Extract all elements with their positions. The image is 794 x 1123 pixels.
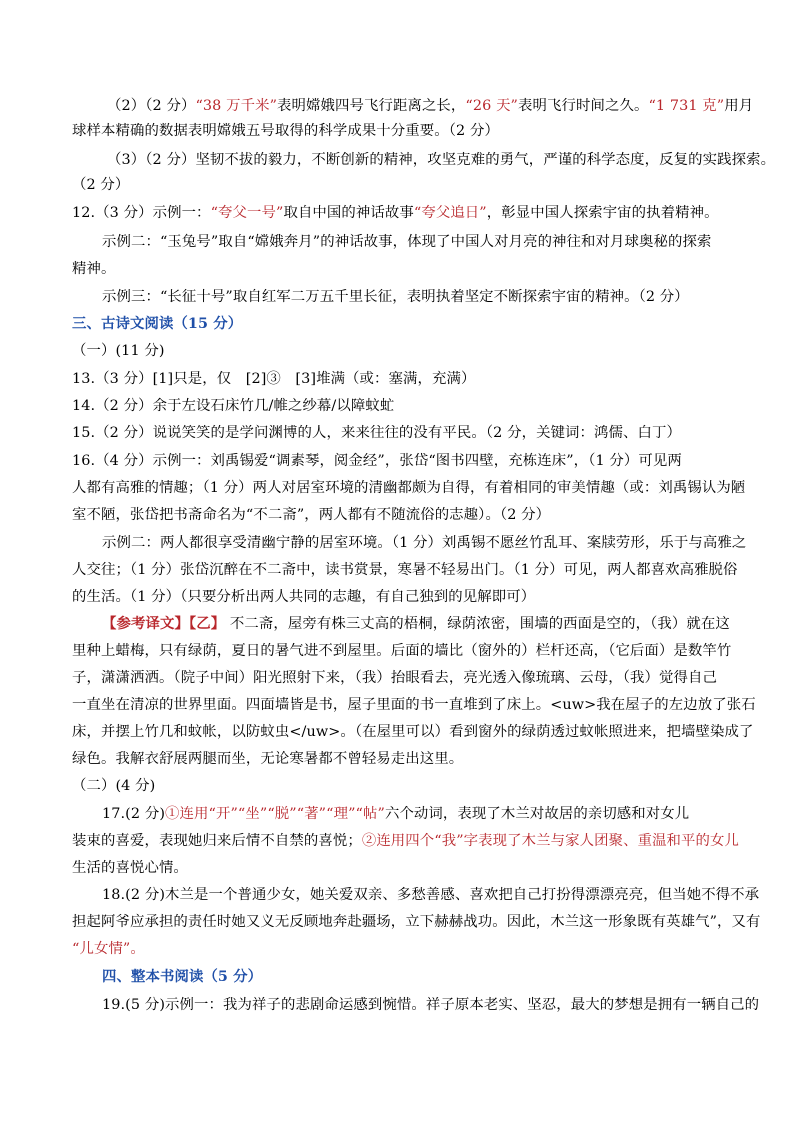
answer-13: 13.（3 分）[1]只是，仅 [2]③ [3]堆满（或：塞满，充满）: [72, 371, 476, 387]
subsection-1-heading: （一）(11 分): [72, 343, 165, 359]
answer-11-3-line-2: （2 分）: [72, 177, 130, 193]
answer-17-line-1: 17.(2 分)①连用“开”“坐”“脱”“著”“理”“帖”六个动词，表现了木兰对故居的亲切感和对女儿: [102, 806, 690, 822]
answer-17-line-2: 装束的喜爱，表现她归来后情不自禁的喜悦；②连用四个“我”字表现了木兰与家人团聚、重温和平的女儿: [72, 833, 740, 849]
answer-18-line-1: 18.(2 分)木兰是一个普通少女，她关爱双亲、多愁善感、喜欢把自己打扮得漂漂亮亮，但当她不得不承: [102, 887, 760, 903]
answer-16-example-2-line-1: 示例二：两人都很享受清幽宁静的居室环境。（1 分）刘禹锡不愿丝竹乱耳、案牍劳形，乐于与高雅之: [102, 535, 747, 551]
answer-16-example-2-line-2: 人交往；（1 分）张岱沉醉在不二斋中，读书赏景，寒暑不轻易出门。（1 分）可见，两人都喜欢高雅脱俗: [72, 562, 738, 578]
answer-11-2-line-2: 球样本精确的数据表明嫦娥五号取得的科学成果十分重要。（2 分）: [72, 123, 499, 139]
answer-16-example-2-line-3: 的生活。（1 分）（只要分析出两人共同的志趣，有自己独到的见解即可）: [72, 589, 536, 605]
translation-line-3: 子，潇潇洒洒。（院子中间）阳光照射下来，（我）抬眼看去，亮光透入像琉璃、云母，（我）觉得自己: [72, 670, 717, 686]
section-3-heading: 三、古诗文阅读（15 分）: [72, 315, 243, 332]
translation-line-4: 一直坐在清凉的世界里面。四面墙皆是书，屋子里面的书一直堆到了床上。<uw>我在屋子的左边放了张石: [72, 697, 756, 713]
answer-15: 15.（2 分）说说笑笑的是学问渊博的人，来来往往的没有平民。（2 分，关键词：鸿儒、白丁）: [72, 425, 681, 441]
translation-line-6: 绿色。我解衣舒展两腿而坐，无论寒暑都不曾轻易走出这里。: [72, 751, 464, 767]
answer-19-line-1: 19.(5 分)示例一：我为祥子的悲剧命运感到惋惜。祥子原本老实、坚忍，最大的梦想是拥有一辆自己的: [102, 997, 760, 1013]
answer-14: 14.（2 分）余于左设石床竹几/帷之纱幕/以障蚊虻: [72, 398, 395, 414]
answer-18-line-2: 担起阿爷应承担的责任时她又义无反顾地奔赴疆场，立下赫赫战功。因此，木兰这一形象既有英雄气”，又有: [72, 914, 761, 930]
answer-12-line-1: 12.（3 分）示例一：“夸父一号”取自中国的神话故事“夸父追日”，彰显中国人探索宇宙的执着精神。: [72, 205, 719, 221]
translation-label: 【参考译文】【乙】: [102, 615, 226, 632]
answer-18-line-3: “儿女情”。: [72, 941, 145, 957]
answer-17-line-3: 生活的喜悦心情。: [72, 860, 188, 876]
answer-16-line-1: 16.（4 分）示例一：刘禹锡爱“调素琴，阅金经”，张岱“图书四壁，充栋连床”，（1 分）可见两: [72, 453, 682, 469]
answer-12-example-3: 示例三：“长征十号”取自红军二万五千里长征，表明执着坚定不断探索宇宙的精神。（2 分）: [102, 289, 689, 305]
answer-12-example-2-line-1: 示例二：“玉兔号”取自“嫦娥奔月”的神话故事，体现了中国人对月亮的神往和对月球奥秘的探索: [102, 234, 712, 250]
section-4-heading: 四、整本书阅读（5 分）: [102, 968, 263, 985]
answer-16-line-3: 室不陋，张岱把书斋命名为“不二斋”，两人都有不随流俗的志趣）。（2 分）: [72, 507, 551, 523]
subsection-2-heading: （二）(4 分): [72, 778, 156, 794]
translation-line-5: 床，并摆上竹几和蚊帐，以防蚊虫</uw>。（在屋里可以）看到窗外的绿荫透过蚊帐照进来，把墙壁染成了: [72, 724, 754, 740]
translation-line-1: 【参考译文】【乙】 不二斋，屋旁有株三丈高的梧桐，绿荫浓密，围墙的西面是空的，（我）就在这: [102, 615, 730, 632]
answer-12-example-2-line-2: 精神。: [72, 261, 116, 277]
translation-line-2: 里种上蜡梅，只有绿荫，夏日的暑气进不到屋里。后面的墙比（窗外的）栏杆还高，（它后面）是数竿竹: [72, 643, 732, 659]
answer-11-2-line-1: （2）（2 分）“38 万千米”表明嫦娥四号飞行距离之长，“26 天”表明飞行时间之久。“1 731 克”用月: [107, 98, 754, 114]
answer-16-line-2: 人都有高雅的情趣；（1 分）两人对居室环境的清幽都颇为自得，有着相同的审美情趣（或：刘禹锡认为陋: [72, 480, 746, 496]
answer-11-3-line-1: （3）（2 分）坚韧不拔的毅力，不断创新的精神，攻坚克难的勇气，严谨的科学态度，反复的实践探索。: [107, 152, 776, 168]
